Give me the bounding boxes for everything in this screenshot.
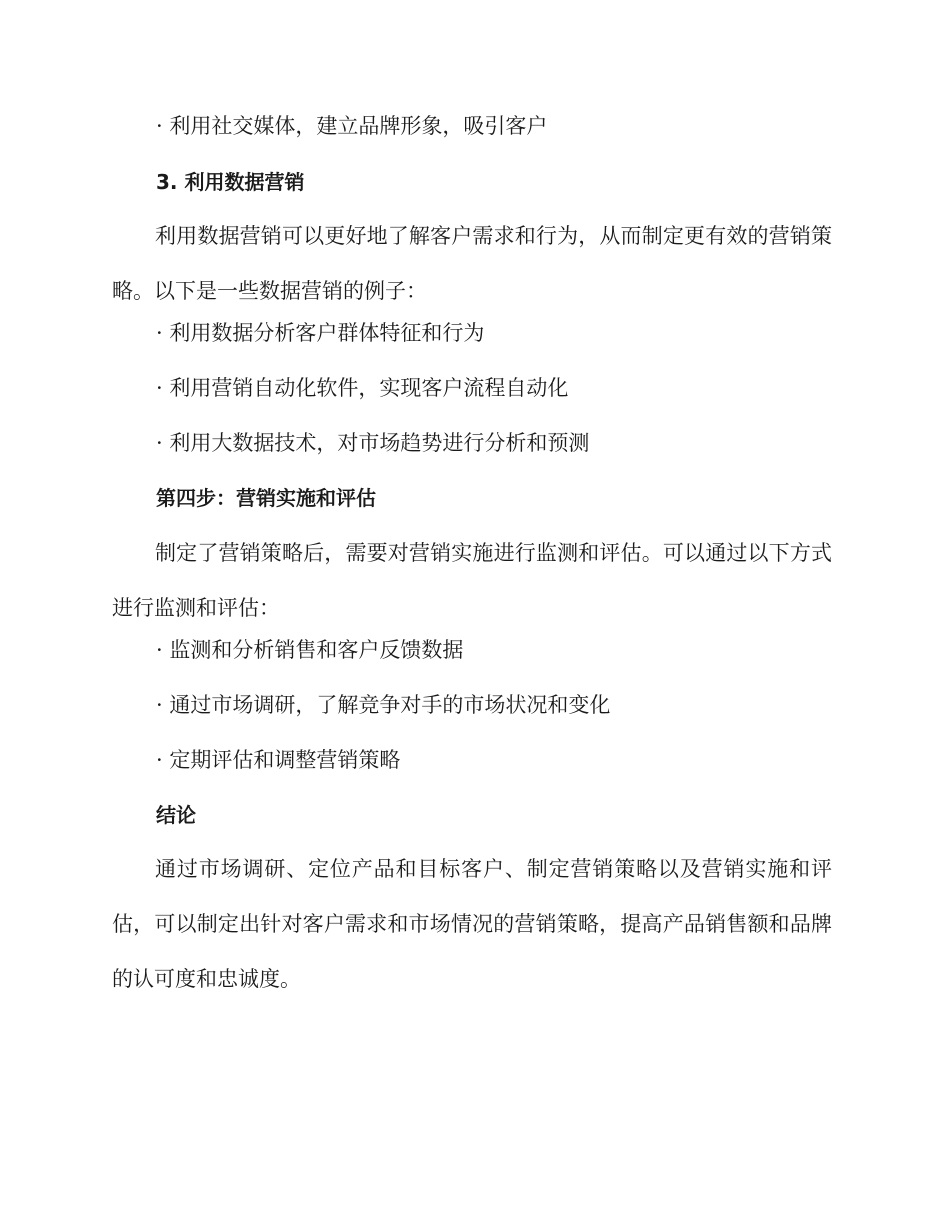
bullet-social-media: · 利用社交媒体，建立品牌形象，吸引客户 — [156, 114, 548, 138]
section-heading-step-four: 第四步：营销实施和评估 — [156, 486, 376, 510]
bullet-data-analysis: · 利用数据分析客户群体特征和行为 — [156, 321, 485, 345]
bullet-automation: · 利用营销自动化软件，实现客户流程自动化 — [156, 376, 569, 400]
bullet-big-data: · 利用大数据技术，对市场趋势进行分析和预测 — [156, 431, 590, 455]
bullet-market-research: · 通过市场调研，了解竞争对手的市场状况和变化 — [156, 693, 611, 717]
paragraph-data-marketing: 利用数据营销可以更好地了解客户需求和行为，从而制定更有效的营销策略。以下是一些数据营销的例子： — [112, 224, 832, 303]
paragraph-conclusion: 通过市场调研、定位产品和目标客户、制定营销策略以及营销实施和评估，可以制定出针对客户需求和市场情况的营销策略，提高产品销售额和品牌的认可度和忠诚度。 — [112, 857, 832, 991]
paragraph-step-four: 制定了营销策略后，需要对营销实施进行监测和评估。可以通过以下方式进行监测和评估： — [112, 541, 832, 620]
section-heading-data-marketing: 3. 利用数据营销 — [156, 170, 305, 194]
bullet-evaluate-adjust: · 定期评估和调整营销策略 — [156, 748, 401, 772]
section-heading-conclusion: 结论 — [156, 803, 196, 827]
bullet-monitor-sales: · 监测和分析销售和客户反馈数据 — [156, 638, 464, 662]
